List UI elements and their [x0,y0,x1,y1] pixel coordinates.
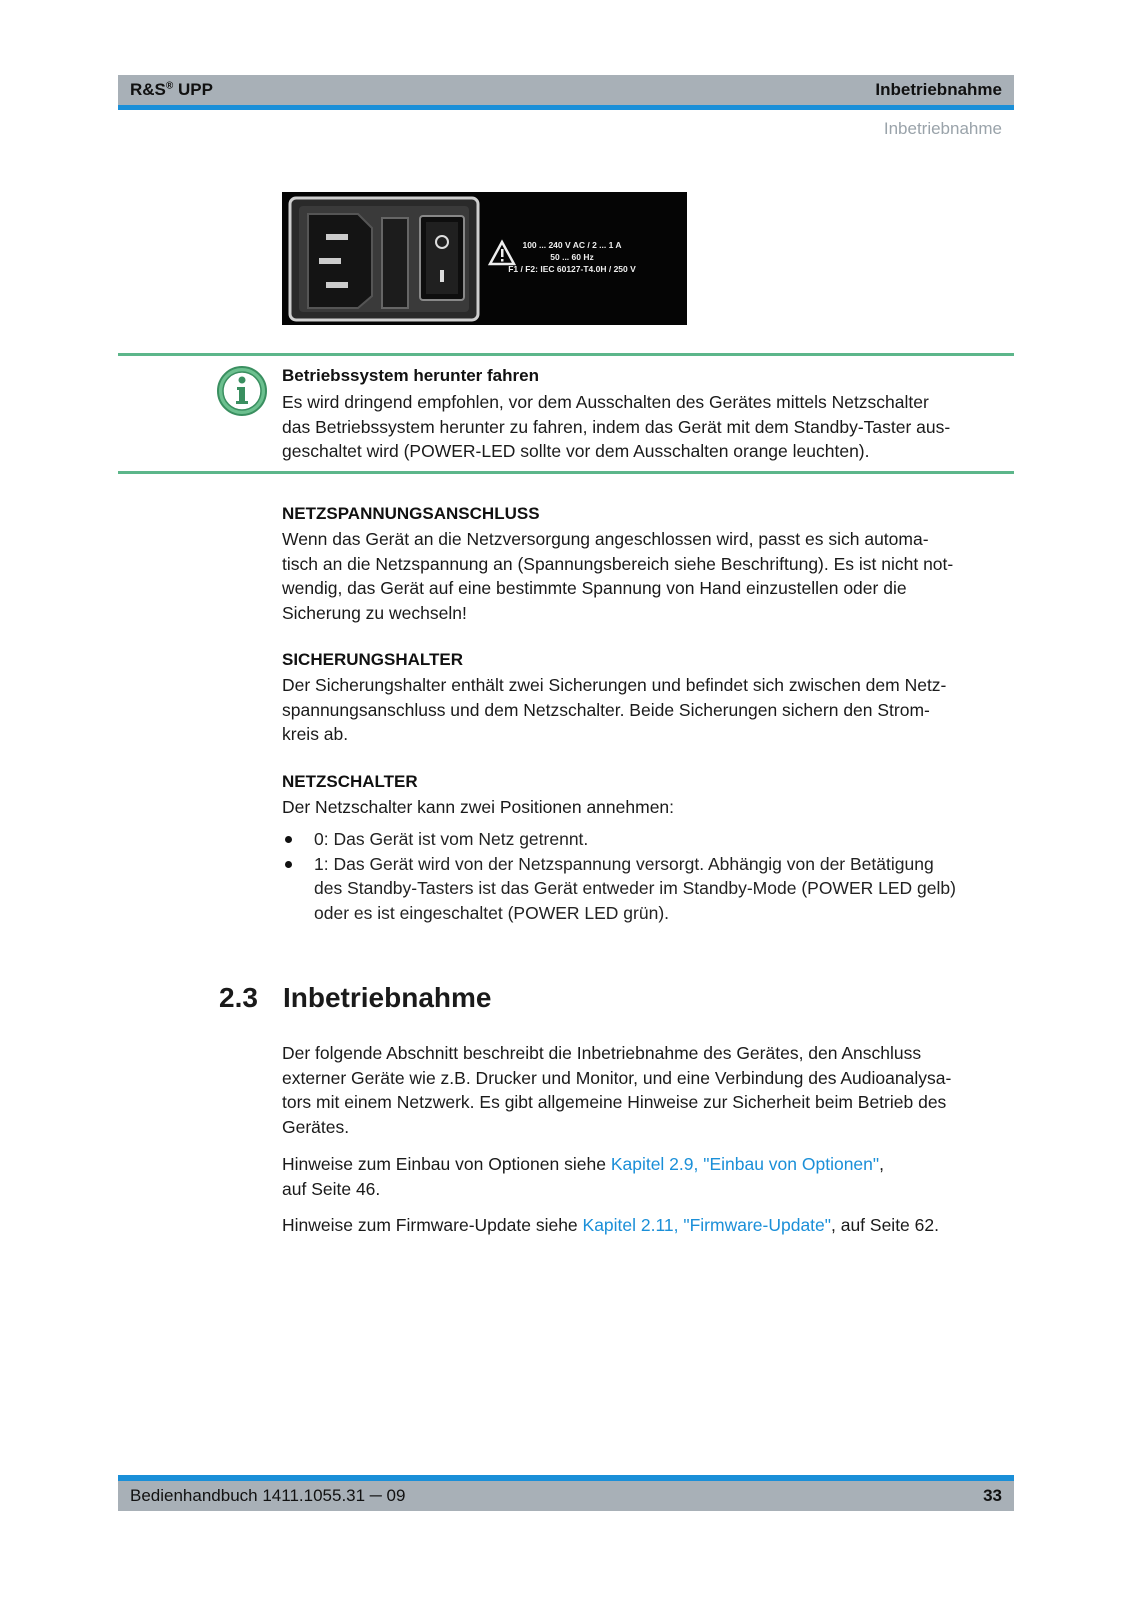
header-section: Inbetriebnahme [875,80,1002,99]
power-panel-illustration [282,192,687,325]
section-text-netzspannung: Wenn das Gerät an die Netzversorgung angeschlossen wird, passt es sich automa- tisch an die Netzspannung an (Spannungsbereich siehe Beschriftung). Es ist nicht not- wendig, das Gerät auf eine bestimmte Spannung von Hand einzustellen oder die Sicherung zu wechseln! [282,529,954,623]
bullet-icon [285,836,292,843]
list-item: 0: Das Gerät ist vom Netz getrennt. [282,827,1022,852]
chapter-title: Inbetriebnahme [283,982,492,1013]
chapter-intro: Der folgende Abschnitt beschreibt die Inbetriebnahme des Gerätes, den Anschluss externer Geräte wie z.B. Drucker und Monitor, und eine Verbindung des Audioanalysa- tors mit einem Netzwerk. Es gibt allgemeine Hinweise zur Sicherheit beim Betrieb des Gerätes. [282,1043,952,1137]
chapter-number: 2.3 [219,982,258,1013]
rating-label-line2: 50 ... 60 Hz [550,252,594,262]
list-item: 1: Das Gerät wird von der Netzspannung versorgt. Abhängig von der Betätigung des Standby-Tasters ist das Gerät entweder im Standby-Mode (POWER LED gelb) oder es ist eingeschaltet (POWER LED grün). [282,852,1022,926]
rating-label-line1: 100 ... 240 V AC / 2 ... 1 A [522,240,622,250]
switch-positions-list [282,827,1022,925]
bullet-icon [285,861,292,868]
power-panel-photo [282,192,687,325]
page-header [118,75,1014,110]
header-product: R&S® UPP [130,80,213,99]
note-top-rule [118,353,1014,356]
chapter-heading [219,982,491,1014]
info-icon [216,365,268,417]
footer-doc-number: Bedienhandbuch 1411.1055.31 ─ 09 [130,1486,406,1505]
link-einbau-optionen[interactable]: Kapitel 2.9, "Einbau von Optionen" [610,1154,880,1174]
note-title: Betriebssystem herunter fahren [282,366,539,385]
page-footer [118,1475,1014,1511]
section-text-sicherungshalter: Der Sicherungshalter enthält zwei Sicherungen und befindet sich zwischen dem Netz- spannungsanschluss und dem Netzschalter. Beide Sicherungen sichern den Strom- kreis ab. [282,675,947,744]
section-heading-netzspannung: NETZSPANNUNGSANSCHLUSS [282,504,540,523]
note-text: Es wird dringend empfohlen, vor dem Ausschalten des Gerätes mittels Netzschalter das Betriebssystem herunter zu fahren, indem das Gerät mit dem Standby-Taster aus- geschaltet wird (POWER-LED sollte vor dem Ausschalten orange leuchten). [282,392,951,461]
note-bottom-rule [118,471,1014,474]
header-subsection: Inbetriebnahme [883,119,1002,138]
section-heading-netzschalter: NETZSCHALTER [282,772,418,791]
reference-firmware: Hinweise zum Firmware-Update siehe Kapitel 2.11, "Firmware-Update", auf Seite 62. [282,1215,939,1235]
page-number: 33 [983,1486,1002,1505]
reference-options: Hinweise zum Einbau von Optionen siehe Kapitel 2.9, "Einbau von Optionen", auf Seite 46. [282,1154,884,1199]
link-firmware-update[interactable]: Kapitel 2.11, "Firmware-Update" [582,1215,831,1235]
rating-label-line3: F1 / F2: IEC 60127-T4.0H / 250 V [508,264,636,274]
section-heading-sicherungshalter: SICHERUNGSHALTER [282,650,464,669]
section-text-netzschalter: Der Netzschalter kann zwei Positionen annehmen: [282,797,675,817]
